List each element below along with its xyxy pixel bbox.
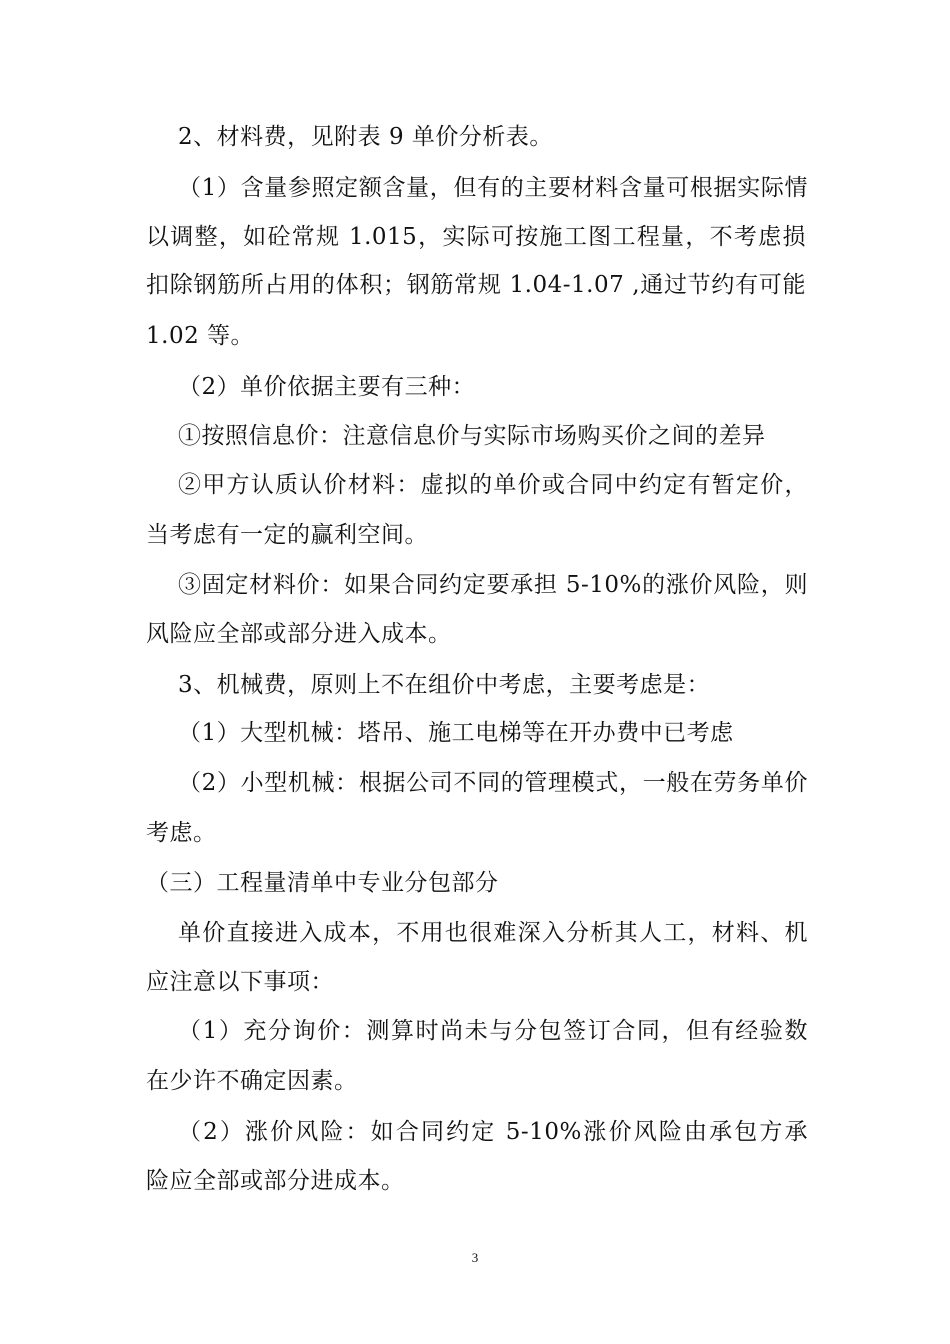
paragraph-line: ①按照信息价：注意信息价与实际市场购买价之间的差异 xyxy=(178,423,766,449)
heading-machinery-cost: 3、机械费，原则上不在组价中考虑，主要考虑是： xyxy=(178,672,711,698)
paragraph-line: （2）涨价风险：如合同约定 5-10%涨价风险由承包方承 xyxy=(178,1119,808,1145)
paragraph-line: 1.02 等。 xyxy=(146,323,255,349)
paragraph-line: 当考虑有一定的赢利空间。 xyxy=(146,522,428,548)
paragraph-line: 扣除钢筋所占用的体积；钢筋常规 1.04-1.07 ,通过节约有可能 xyxy=(146,272,806,298)
paragraph-line: （1）充分询价：测算时尚未与分包签订合同，但有经验数 xyxy=(178,1018,808,1044)
paragraph-line: 在少许不确定因素。 xyxy=(146,1068,358,1094)
paragraph-line: 应注意以下事项： xyxy=(146,969,334,995)
page-number: 3 xyxy=(471,1250,479,1265)
section-heading-subcontract: （三）工程量清单中专业分包部分 xyxy=(146,870,499,896)
paragraph-line: （2）小型机械：根据公司不同的管理模式，一般在劳务单价 xyxy=(178,770,808,796)
paragraph-line: ③固定材料价：如果合同约定要承担 5-10%的涨价风险，则 xyxy=(178,572,808,598)
heading-material-cost: 2、材料费，见附表 9 单价分析表。 xyxy=(178,124,553,150)
paragraph-line: 险应全部或部分进成本。 xyxy=(146,1168,405,1194)
paragraph-line: 风险应全部或部分进入成本。 xyxy=(146,621,452,647)
paragraph-line: 考虑。 xyxy=(146,820,217,846)
paragraph-line: 以调整，如砼常规 1.015，实际可按施工图工程量，不考虑损 xyxy=(146,224,806,250)
paragraph-line: （1）含量参照定额含量，但有的主要材料含量可根据实际情 xyxy=(178,175,808,201)
paragraph-line: ②甲方认质认价材料：虚拟的单价或合同中约定有暂定价， xyxy=(178,472,808,498)
paragraph-line: （2）单价依据主要有三种： xyxy=(178,374,476,400)
paragraph-line: （1）大型机械：塔吊、施工电梯等在开办费中已考虑 xyxy=(178,720,734,746)
paragraph-line: 单价直接进入成本，不用也很难深入分析其人工，材料、机 xyxy=(178,920,808,946)
